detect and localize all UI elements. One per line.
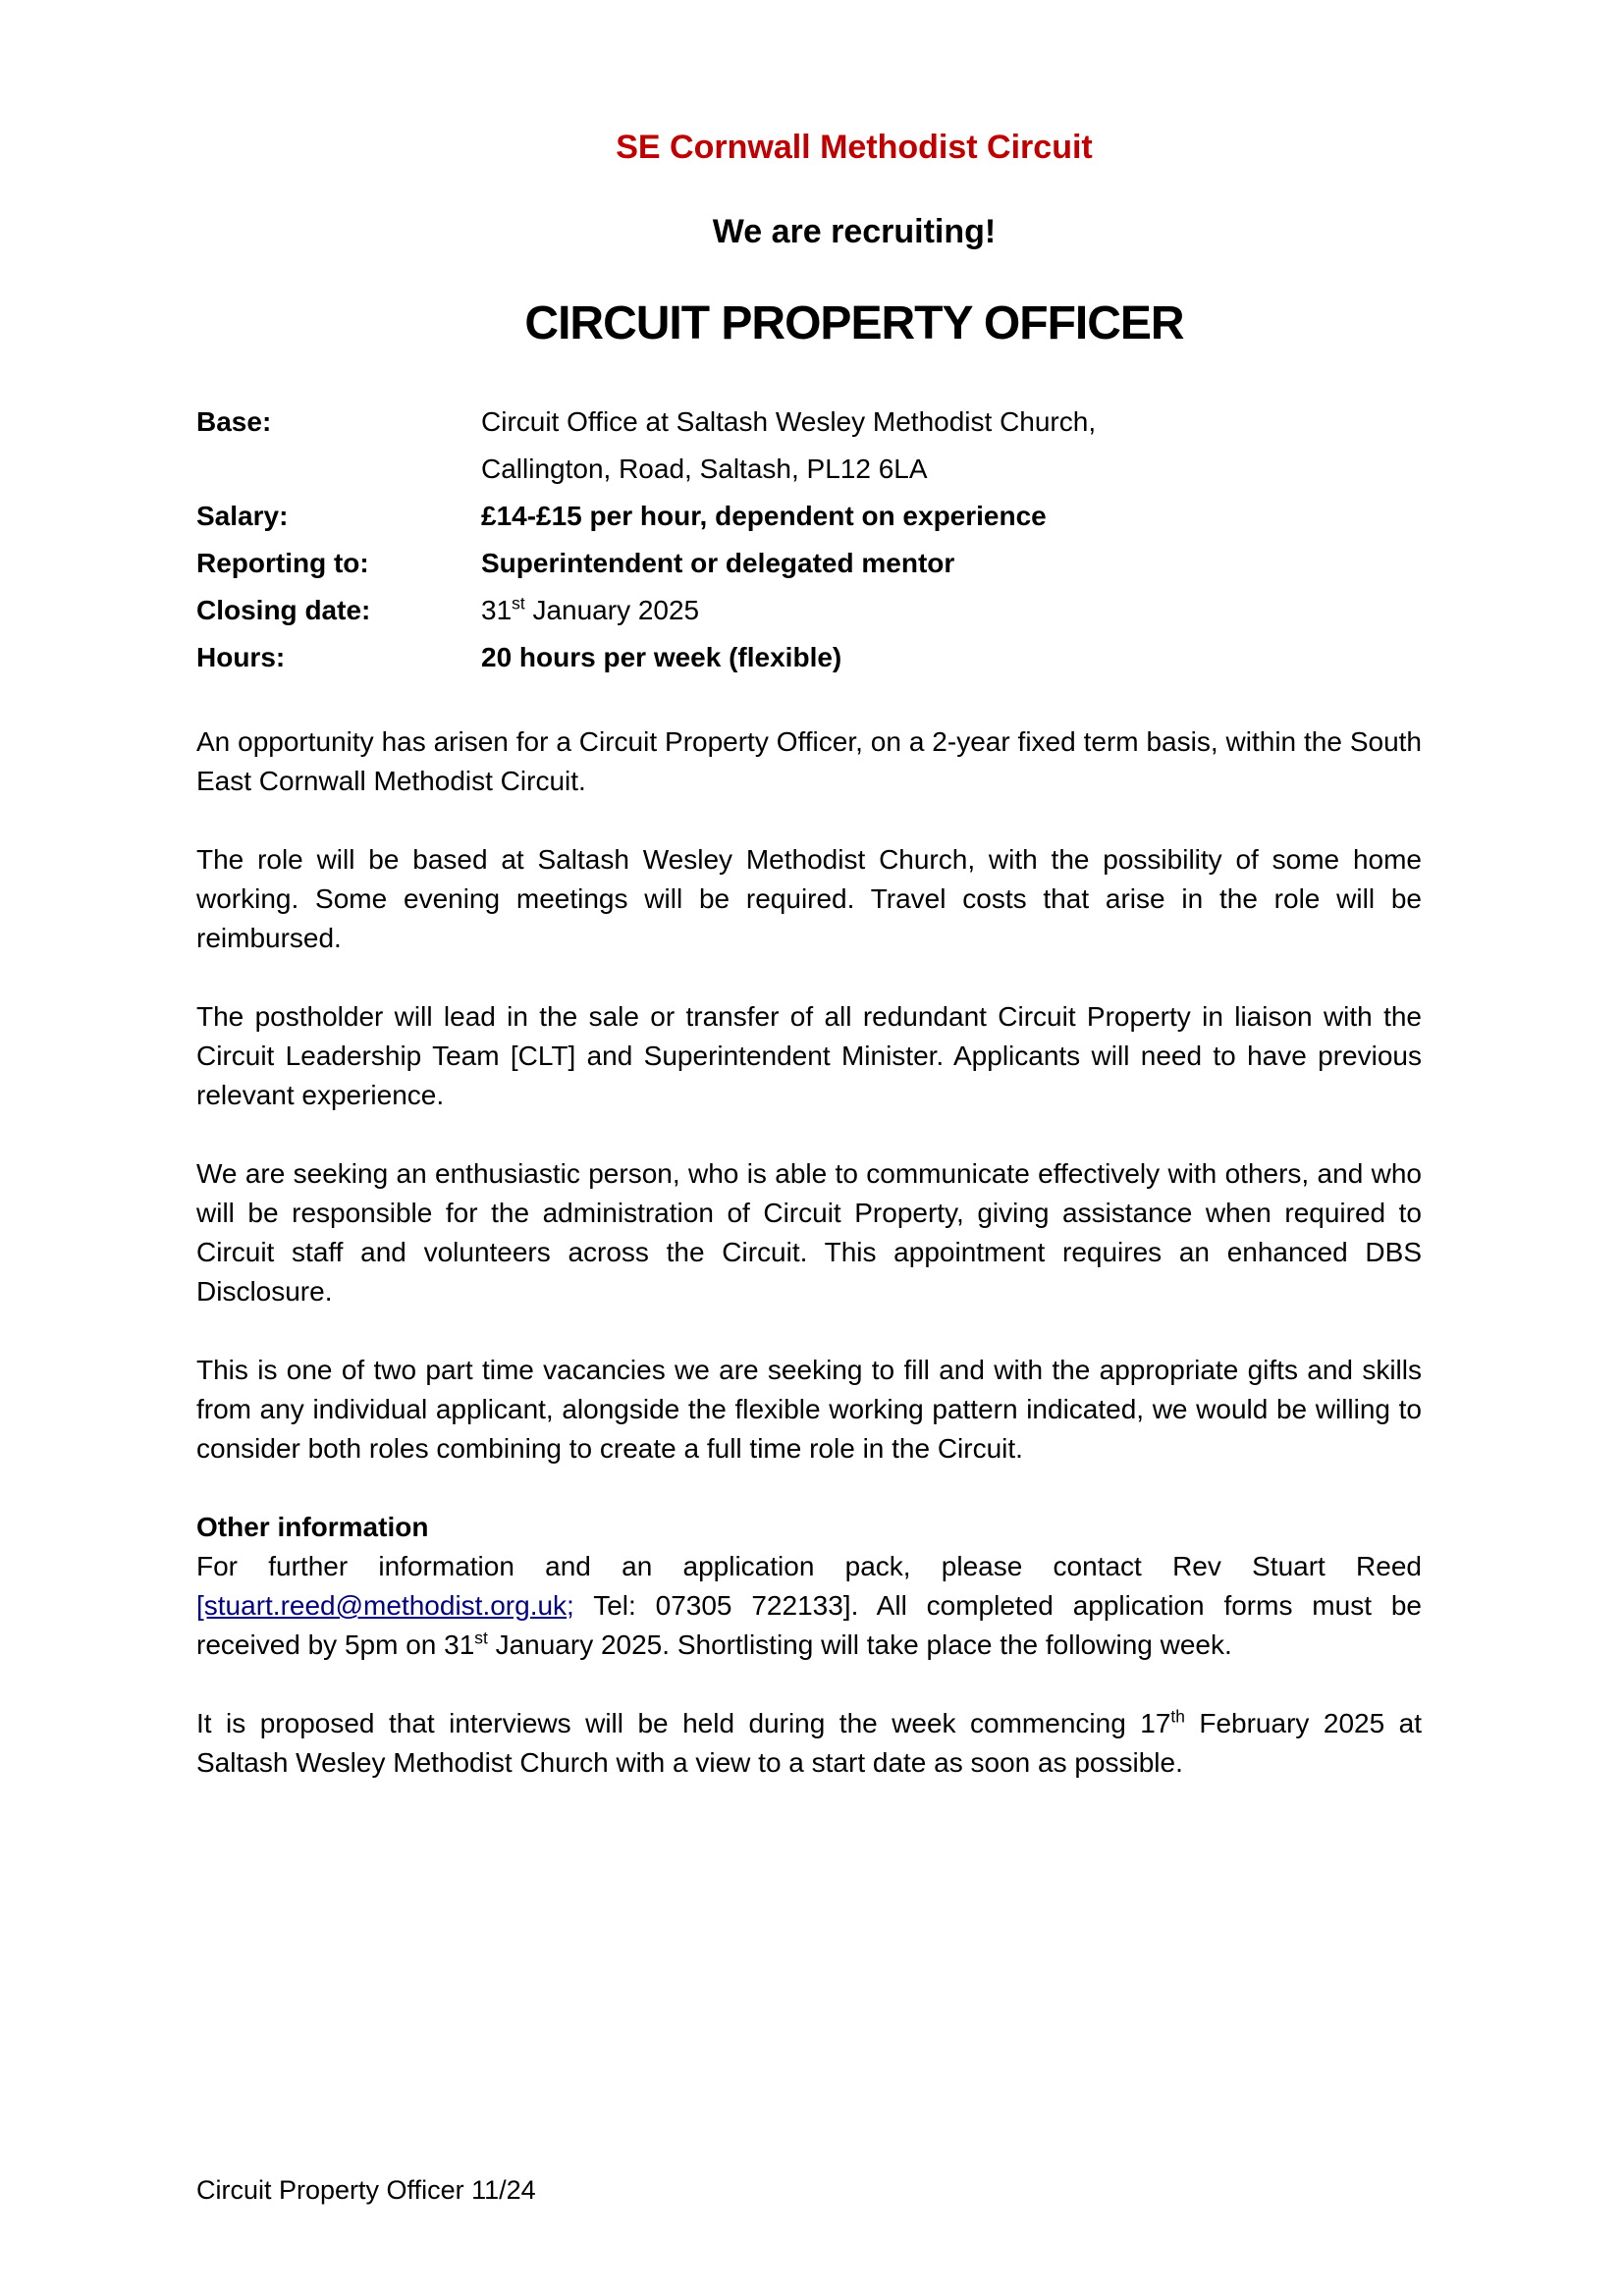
detail-label-reporting: Reporting to:	[196, 548, 369, 578]
detail-value-base-line1: Circuit Office at Saltash Wesley Methodist Church,	[481, 406, 1097, 437]
detail-row-closing-date	[196, 587, 1422, 634]
detail-value-closing-date	[481, 587, 1422, 634]
recruiting-line: We are recruiting!	[712, 213, 997, 250]
contact-pre: For further information and an application pack, please contact Rev Stuart Reed	[196, 1551, 1422, 1581]
contact-mid: Tel: 07305 722133]. All completed application forms must be received by 5pm on 31	[196, 1590, 1422, 1660]
detail-label-salary: Salary:	[196, 501, 289, 531]
detail-label-base: Base:	[196, 406, 272, 437]
paragraph-opportunity: An opportunity has arisen for a Circuit Property Officer, on a 2-year fixed term basis, within the South East Cornwall Methodist Circuit.	[196, 726, 1422, 796]
detail-value-reporting: Superintendent or delegated mentor	[481, 548, 955, 578]
paragraph-person-spec: We are seeking an enthusiastic person, who is able to communicate effectively with others, and who will be responsible for the administration of Circuit Property, giving assistance when required to Circuit staff and volunteers across the Circuit. This appointment requires an enhanced DBS Disclosure.	[196, 1158, 1422, 1307]
closing-ordinal: st	[512, 593, 525, 614]
paragraph-vacancies: This is one of two part time vacancies we are seeking to fill and with the appropriate gifts and skills from any individual applicant, alongside the flexible working pattern indicated, we would be willing to consider both roles combining to create a full time role in the Circuit.	[196, 1355, 1422, 1464]
paragraph-role-location: The role will be based at Saltash Wesley Methodist Church, with the possibility of some home working. Some evening meetings will be required. Travel costs that arise in the role will be reimbursed.	[196, 844, 1422, 953]
other-information-heading: Other information	[196, 1512, 429, 1542]
interviews-paragraph	[196, 1704, 1422, 1783]
detail-row-base-cont	[196, 446, 1422, 493]
contact-paragraph	[196, 1547, 1422, 1665]
detail-value-hours: 20 hours per week (flexible)	[481, 642, 842, 672]
detail-label-closing-date: Closing date:	[196, 595, 371, 625]
interviews-pre: It is proposed that interviews will be held during the week commencing 17	[196, 1708, 1171, 1738]
contact-post: January 2025. Shortlisting will take place the following week.	[487, 1629, 1232, 1660]
detail-row-salary	[196, 493, 1422, 540]
email-link[interactable]: [stuart.reed@methodist.org.uk	[196, 1590, 568, 1621]
detail-label-hours: Hours:	[196, 642, 286, 672]
detail-row-base	[196, 399, 1422, 446]
org-title: SE Cornwall Methodist Circuit	[616, 129, 1093, 166]
doc-header	[287, 128, 1422, 351]
detail-value-salary: £14-£15 per hour, dependent on experience	[481, 501, 1047, 531]
interviews-ordinal: th	[1170, 1706, 1185, 1727]
interviews-post: February 2025 at Saltash Wesley Methodist Church with a view to a start date as soon as possible.	[196, 1708, 1422, 1778]
detail-row-reporting	[196, 540, 1422, 587]
detail-value-base-line2: Callington, Road, Saltash, PL12 6LA	[481, 454, 928, 484]
contact-semicolon: ;	[567, 1590, 574, 1621]
contact-ordinal: st	[474, 1628, 488, 1648]
detail-label-empty	[196, 446, 481, 493]
footer-note: Circuit Property Officer 11/24	[196, 2175, 536, 2205]
detail-row-hours	[196, 634, 1422, 681]
closing-rest: January 2025	[524, 595, 700, 625]
job-details-block	[196, 399, 1422, 681]
closing-day: 31	[481, 595, 513, 625]
paragraph-postholder: The postholder will lead in the sale or transfer of all redundant Circuit Property in liaison with the Circuit Leadership Team [CLT] and Superintendent Minister. Applicants will need to have previous relevant experience.	[196, 1001, 1422, 1110]
page-title: CIRCUIT PROPERTY OFFICER	[524, 297, 1184, 349]
